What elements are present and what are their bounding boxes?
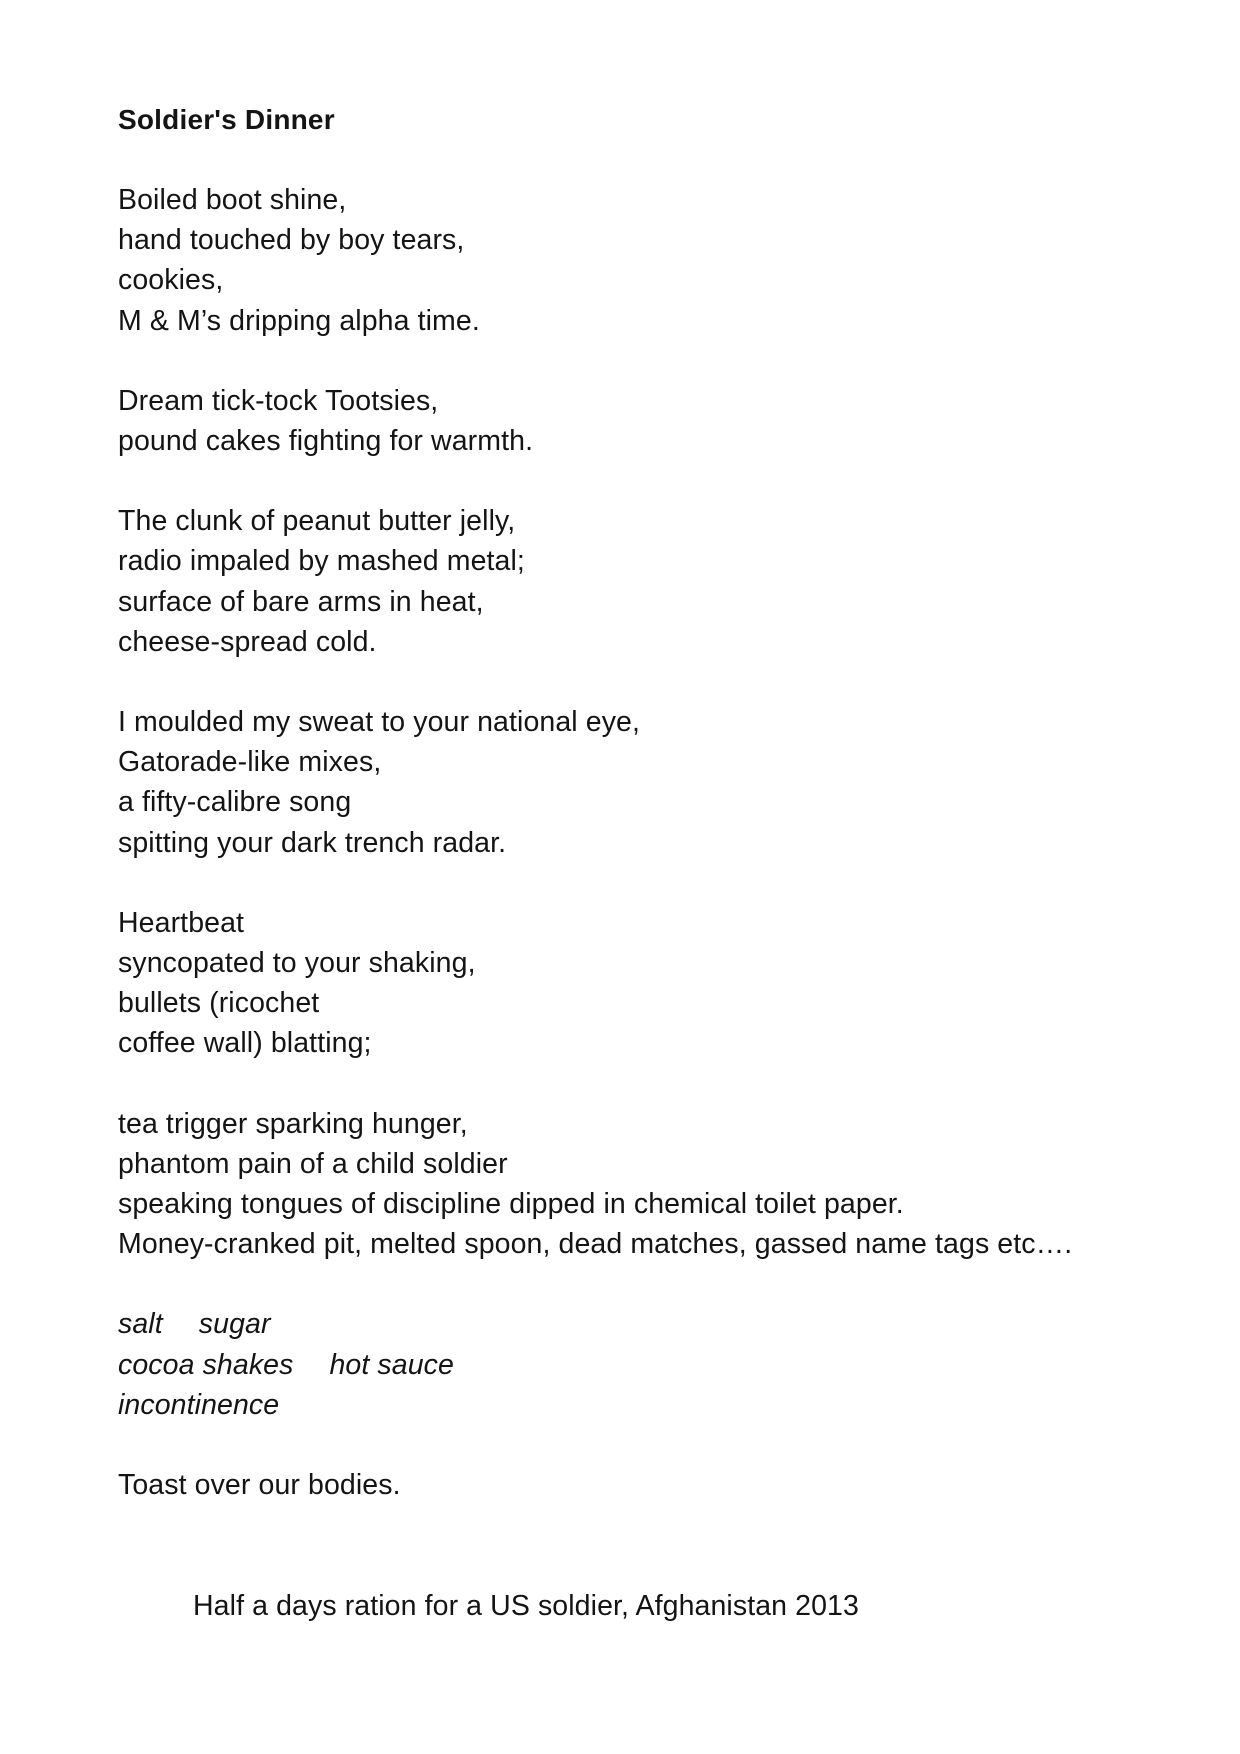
poem-line: M & M’s dripping alpha time. [118,304,480,337]
poem-line: pound cakes fighting for warmth. [118,425,534,458]
poem-line: a fifty-calibre song [118,786,352,819]
stanza-5 [118,903,1198,1064]
poem-line: The clunk of peanut butter jelly, [118,505,516,538]
stanza-2 [118,381,1198,461]
poem-line: coffee wall) blatting; [118,1027,372,1060]
poem-line: bullets (ricochet [118,987,320,1020]
poem-line: Gatorade-like mixes, [118,746,382,779]
poem-line: Money-cranked pit, melted spoon, dead matches, gassed name tags etc…. [118,1228,1073,1261]
poem-word: sugar [198,1308,271,1341]
poem-word: incontinence [118,1388,280,1421]
poem-line: hand touched by boy tears, [118,224,465,257]
poem-line: speaking tongues of discipline dipped in chemical toilet paper. [118,1188,904,1221]
poem-title: Soldier's Dinner [118,104,335,135]
poem-footnote: Half a days ration for a US soldier, Afghanistan 2013 [193,1590,859,1622]
poem-line: Heartbeat [118,906,245,939]
stanza-4 [118,702,1198,863]
poem-line: tea trigger sparking hunger, [118,1107,468,1140]
poem-line: Dream tick-tock Tootsies, [118,384,439,417]
stanza-6 [118,1104,1198,1265]
poem-line: spitting your dark trench radar. [118,826,507,859]
poem-line: syncopated to your shaking, [118,947,476,980]
poem-word: salt [118,1308,163,1341]
stanza-7-italic [118,1304,1198,1425]
stanza-8 [118,1465,1198,1505]
poem-line: surface of bare arms in heat, [118,585,484,618]
poem-line [118,1304,1198,1344]
stanza-3 [118,501,1198,662]
poem-line: cookies, [118,264,224,297]
stanza-1 [118,180,1198,341]
poem-line: cheese-spread cold. [118,625,377,658]
poem-word: hot sauce [329,1348,454,1381]
poem-word: cocoa shakes [118,1348,294,1381]
poem-line: Toast over our bodies. [118,1469,401,1502]
poem-line: I moulded my sweat to your national eye, [118,706,641,739]
poem-line [118,1385,1198,1425]
poem-line [118,1345,1198,1385]
poem-line: Boiled boot shine, [118,184,347,216]
poem-line: radio impaled by mashed metal; [118,545,525,578]
poem [118,100,1198,1545]
poem-line: phantom pain of a child soldier [118,1147,508,1180]
